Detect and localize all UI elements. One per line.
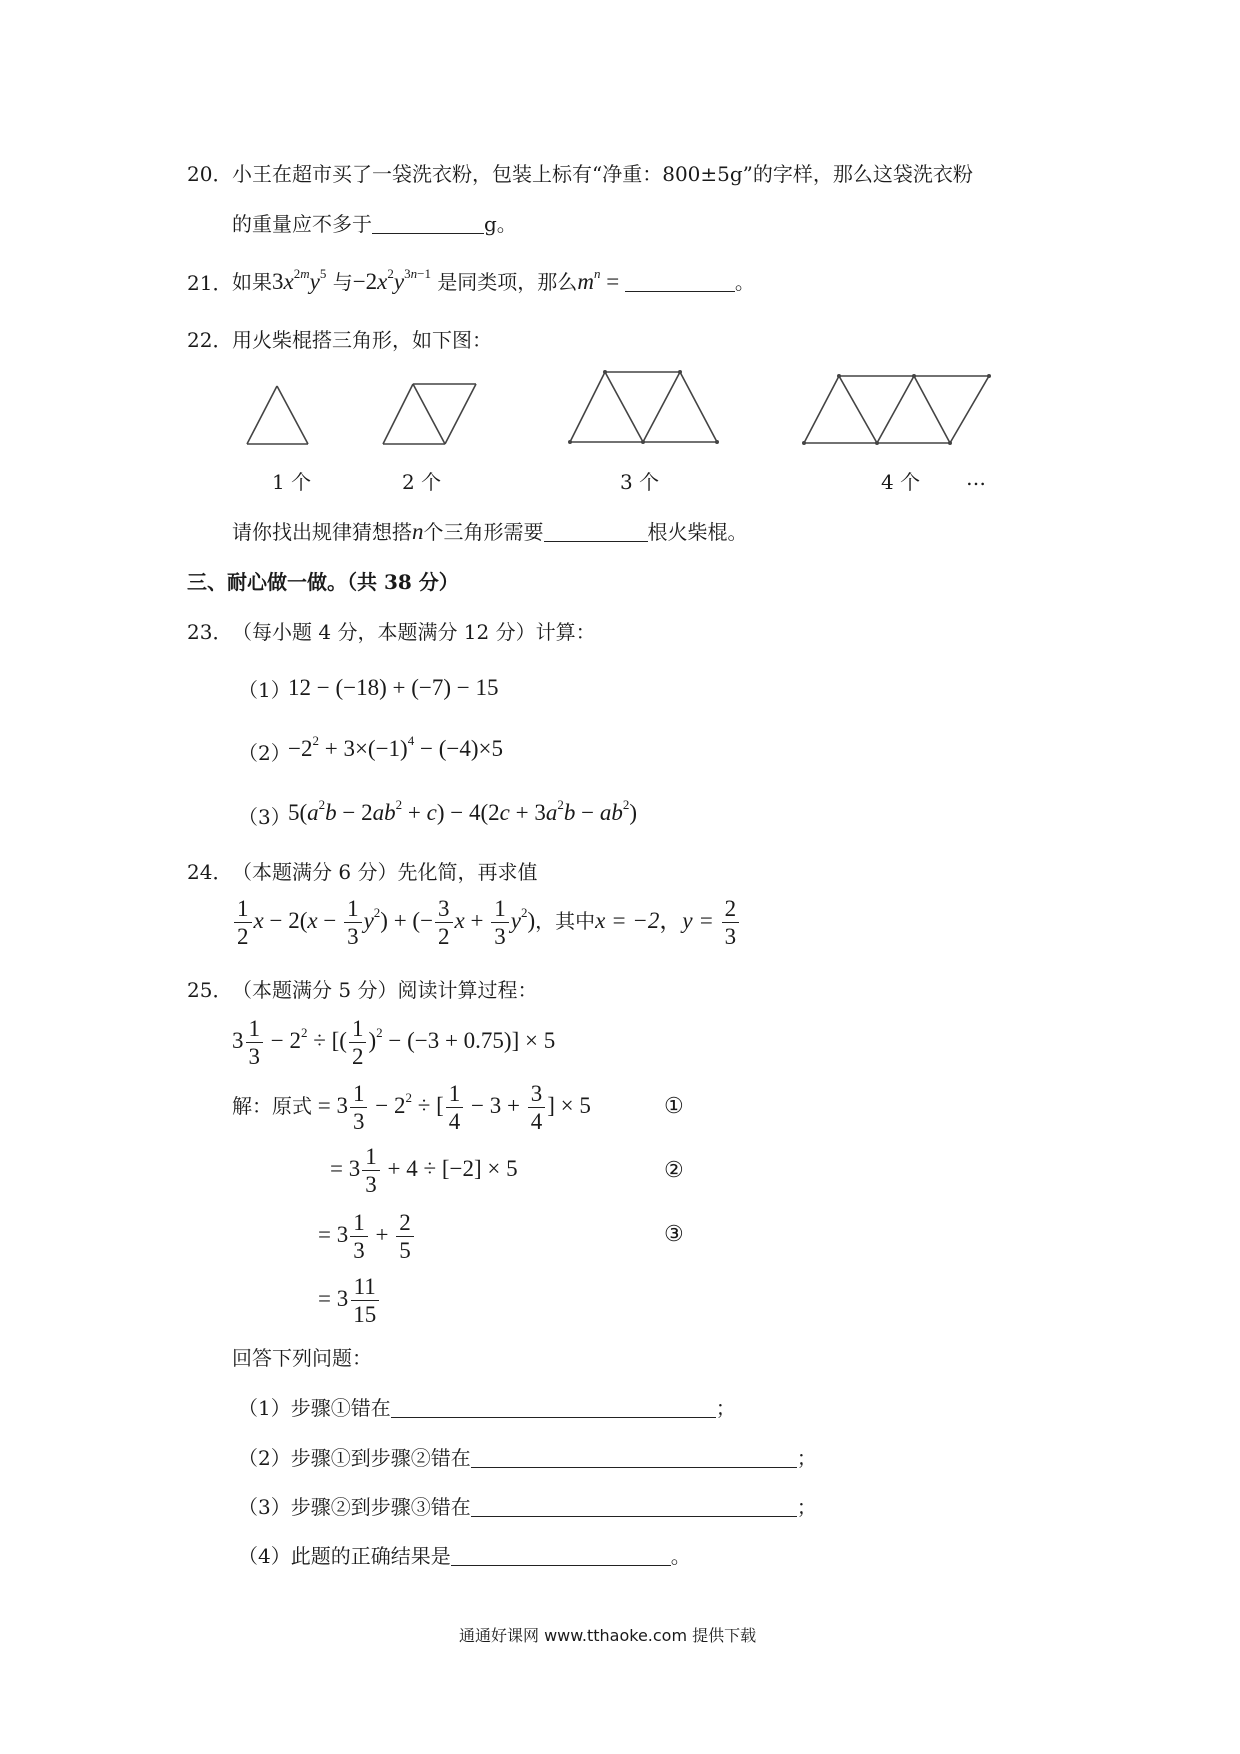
- item-label-3: （3）: [238, 805, 291, 829]
- answer-question-2: （2）步骤①到步骤②错在 ；: [238, 1446, 817, 1470]
- step-marker-2: ②: [664, 1158, 684, 1183]
- math-power: $m^n$ =: [577, 266, 625, 294]
- question-number: 25．: [187, 978, 233, 1002]
- triangle-figure-4: [802, 374, 991, 445]
- item-label-2: （2）: [238, 741, 291, 765]
- expression-given: 3 $\frac{1}{3}$ − $2^2$ ÷ [( $\frac{1}{2}$ )$^2$ − (−3 + 0.75)] × 5: [232, 1016, 556, 1069]
- question-number: 20．: [187, 162, 233, 186]
- figure-label-3: 3 个: [620, 470, 660, 494]
- answer-question-3: （3）步骤②到步骤③错在 ；: [238, 1495, 817, 1519]
- triangle-figure-2: [383, 384, 476, 444]
- step-marker-1: ①: [664, 1094, 684, 1119]
- question-number: 24．: [187, 860, 233, 884]
- step-marker-3: ③: [664, 1222, 684, 1247]
- question-number: 23．: [187, 620, 233, 644]
- question-text: （本题满分 5 分）阅读计算过程：: [232, 978, 538, 1002]
- figure-label-4: 4 个: [881, 470, 921, 494]
- question-text: 用火柴棍搭三角形，如下图：: [232, 328, 492, 352]
- matchstick-triangles-figure: [0, 0, 1240, 470]
- answer-intro: 回答下列问题：: [232, 1346, 372, 1370]
- question-number: 21．: [187, 271, 233, 295]
- figure-label-1: 1 个: [272, 470, 312, 494]
- solution-step-2: = 3 $\frac{1}{3}$ + 4 ÷ [−2] × 5: [330, 1144, 518, 1197]
- answer-blank[interactable]: [451, 1564, 671, 1566]
- math-term-2: $-2x^2y^{3n-1}$: [352, 266, 431, 294]
- answer-blank[interactable]: [544, 540, 648, 542]
- answer-blank[interactable]: [391, 1416, 716, 1418]
- figure-label-2: 2 个: [402, 470, 442, 494]
- item-label-1: （1）: [238, 678, 291, 702]
- question-text: 如果$3x^{2m}y^5$ 与$-2x^2y^{3n-1}$ 是同类项，那么$m^n$ = 。: [232, 266, 755, 294]
- answer-question-1: （1）步骤①错在 ；: [238, 1396, 736, 1420]
- triangle-figure-3: [568, 370, 719, 444]
- page-footer: 通通好课网 www.tthaoke.com 提供下载: [459, 1626, 757, 1645]
- answer-blank[interactable]: [471, 1515, 797, 1517]
- ellipsis: …: [966, 466, 986, 490]
- question-text-ask: 请你找出规律猜想搭n个三角形需要 根火柴棍。: [232, 519, 748, 544]
- expression-2: $-2^2 + 3\times(-1)^4 - (-4)\times 5$: [288, 733, 503, 761]
- section-heading: 三、耐心做一做。（共 38 分）: [187, 570, 459, 594]
- expression-1: 12 − (−18) + (−7) − 15: [288, 675, 499, 700]
- question-text: （本题满分 6 分）先化简，再求值: [232, 860, 538, 884]
- question-number: 22．: [187, 328, 233, 352]
- answer-question-4: （4）此题的正确结果是 。: [238, 1544, 691, 1568]
- answer-blank[interactable]: [471, 1466, 797, 1468]
- question-text-line2: 的重量应不多于 g。: [232, 212, 517, 236]
- math-term-1: $3x^{2m}y^5$: [272, 266, 327, 294]
- solution-step-3: = 3 $\frac{1}{3}$ + $\frac{2}{5}$: [318, 1211, 416, 1262]
- expression-3: $5(a^2b - 2ab^2 + c) - 4(2c + 3a^2b - ab^2)$: [288, 797, 638, 825]
- question-text: （每小题 4 分，本题满分 12 分）计算：: [232, 620, 596, 644]
- solution-result: = 3 $\frac{11}{15}$: [318, 1275, 381, 1326]
- expression-simplify: $\frac{1}{2}$ x − 2(x − $\frac{1}{3}$ $y^2$) + (− $\frac{3}{2}$ x + $\frac{1}{3}$ $y^2$)，其中x = −2，y = $\frac{2}{3}$: [232, 897, 741, 948]
- question-text: 小王在超市买了一袋洗衣粉，包装上标有“净重：800±5g”的字样，那么这袋洗衣粉: [232, 162, 973, 186]
- triangle-figure-1: [247, 386, 308, 444]
- solution-step-1: 解：原式 = 3 $\frac{1}{3}$ − $2^2$ ÷ [ $\frac{1}{4}$ − 3 + $\frac{3}{4}$ ] × 5: [232, 1081, 591, 1134]
